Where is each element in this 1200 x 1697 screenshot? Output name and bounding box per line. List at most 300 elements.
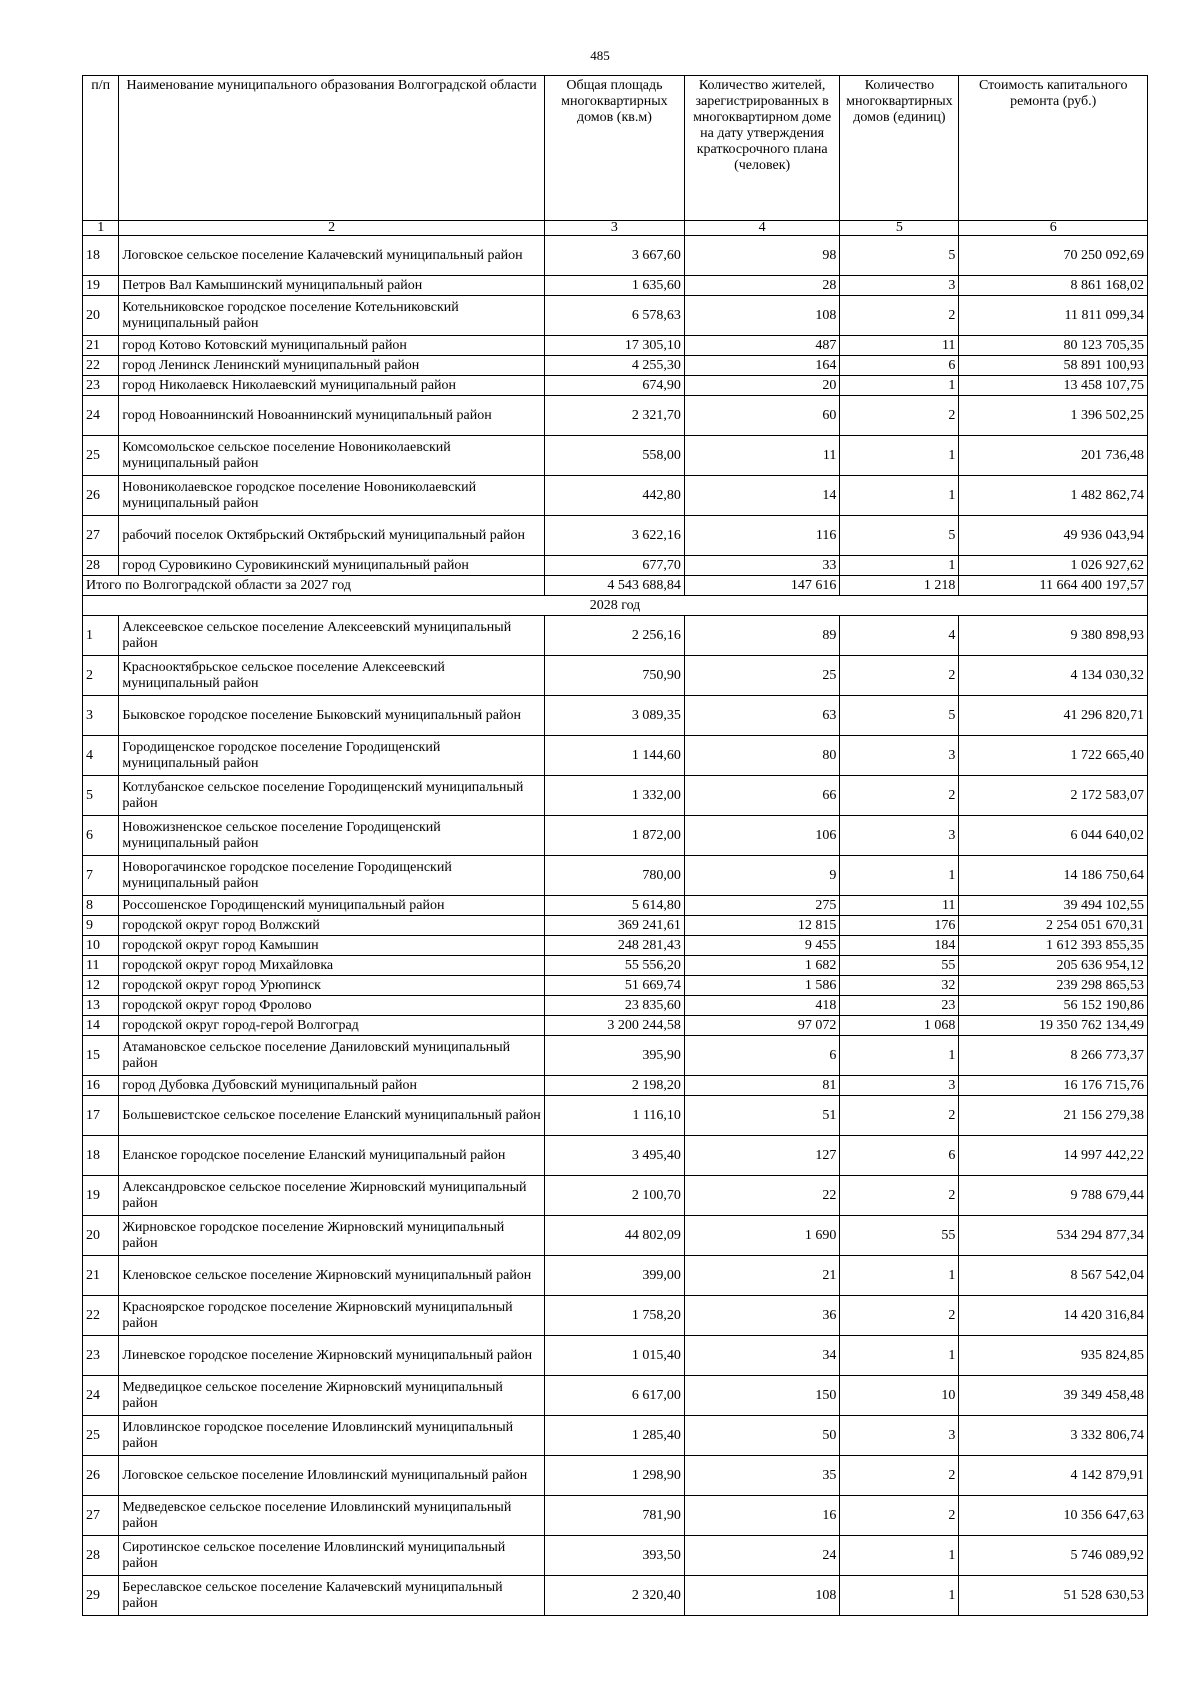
municipality-name: Жирновское городское поселение Жирновский муниципальный район — [119, 1216, 545, 1256]
municipality-name: Еланское городское поселение Еланский муниципальный район — [119, 1136, 545, 1176]
houses-value: 1 — [840, 376, 959, 396]
municipality-name: Атамановское сельское поселение Даниловский муниципальный район — [119, 1036, 545, 1076]
area-value: 677,70 — [544, 556, 684, 576]
residents-value: 50 — [684, 1416, 839, 1456]
residents-value: 16 — [684, 1496, 839, 1536]
table-row — [83, 396, 1148, 436]
row-index: 3 — [83, 696, 119, 736]
municipality-name: город Суровикино Суровикинский муниципальный район — [119, 556, 545, 576]
residents-value: 1 682 — [684, 956, 839, 976]
municipality-name: Медведевское сельское поселение Иловлинский муниципальный район — [119, 1496, 545, 1536]
municipality-name: Новорогачинское городское поселение Городищенский муниципальный район — [119, 856, 545, 896]
area-value: 750,90 — [544, 656, 684, 696]
residents-value: 11 — [684, 436, 839, 476]
municipality-name: Логовское сельское поселение Иловлинский муниципальный район — [119, 1456, 545, 1496]
residents-value: 108 — [684, 296, 839, 336]
houses-value: 1 — [840, 856, 959, 896]
area-value: 55 556,20 — [544, 956, 684, 976]
row-index: 27 — [83, 516, 119, 556]
houses-value: 2 — [840, 656, 959, 696]
residents-value: 275 — [684, 896, 839, 916]
houses-value: 2 — [840, 1296, 959, 1336]
cost-value: 1 612 393 855,35 — [959, 936, 1148, 956]
cost-value: 56 152 190,86 — [959, 996, 1148, 1016]
area-value: 44 802,09 — [544, 1216, 684, 1256]
area-value: 780,00 — [544, 856, 684, 896]
row-index: 27 — [83, 1496, 119, 1536]
row-index: 7 — [83, 856, 119, 896]
area-value: 51 669,74 — [544, 976, 684, 996]
residents-value: 21 — [684, 1256, 839, 1296]
row-index: 8 — [83, 896, 119, 916]
area-value: 2 198,20 — [544, 1076, 684, 1096]
row-index: 19 — [83, 276, 119, 296]
table-row — [83, 996, 1148, 1016]
table-row — [83, 1496, 1148, 1536]
houses-value: 5 — [840, 696, 959, 736]
municipality-name: Новониколаевское городское поселение Новониколаевский муниципальный район — [119, 476, 545, 516]
header-cost: Стоимость капитального ремонта (руб.) — [959, 76, 1148, 221]
table-row — [83, 976, 1148, 996]
houses-value: 1 — [840, 556, 959, 576]
row-index: 18 — [83, 236, 119, 276]
municipality-name: Медведицкое сельское поселение Жирновский муниципальный район — [119, 1376, 545, 1416]
cost-value: 534 294 877,34 — [959, 1216, 1148, 1256]
table-row — [83, 236, 1148, 276]
municipality-name: город Дубовка Дубовский муниципальный район — [119, 1076, 545, 1096]
residents-value: 127 — [684, 1136, 839, 1176]
area-value: 17 305,10 — [544, 336, 684, 356]
area-value: 1 298,90 — [544, 1456, 684, 1496]
cost-value: 1 482 862,74 — [959, 476, 1148, 516]
municipality-name: городской округ город Урюпинск — [119, 976, 545, 996]
table-row — [83, 1416, 1148, 1456]
table-row — [83, 656, 1148, 696]
municipality-name: Большевистское сельское поселение Еланский муниципальный район — [119, 1096, 545, 1136]
houses-value: 4 — [840, 616, 959, 656]
municipality-name: Котлубанское сельское поселение Городищенский муниципальный район — [119, 776, 545, 816]
row-index: 25 — [83, 1416, 119, 1456]
row-index: 10 — [83, 936, 119, 956]
municipality-name: городской округ город Михайловка — [119, 956, 545, 976]
residents-value: 81 — [684, 1076, 839, 1096]
table-row — [83, 1136, 1148, 1176]
row-index: 15 — [83, 1036, 119, 1076]
cost-value: 1 026 927,62 — [959, 556, 1148, 576]
cost-value: 201 736,48 — [959, 436, 1148, 476]
table-row — [83, 916, 1148, 936]
table-row — [83, 336, 1148, 356]
municipality-name: Логовское сельское поселение Калачевский муниципальный район — [119, 236, 545, 276]
table-row — [83, 936, 1148, 956]
year-2028-label: 2028 год — [83, 596, 1148, 616]
column-number: 3 — [544, 221, 684, 236]
municipality-name: Краснооктябрьское сельское поселение Алексеевский муниципальный район — [119, 656, 545, 696]
area-value: 393,50 — [544, 1536, 684, 1576]
area-value: 1 635,60 — [544, 276, 684, 296]
cost-value: 70 250 092,69 — [959, 236, 1148, 276]
houses-value: 6 — [840, 356, 959, 376]
area-value: 3 089,35 — [544, 696, 684, 736]
row-index: 26 — [83, 476, 119, 516]
cost-value: 19 350 762 134,49 — [959, 1016, 1148, 1036]
houses-value: 6 — [840, 1136, 959, 1176]
area-value: 2 100,70 — [544, 1176, 684, 1216]
cost-value: 8 567 542,04 — [959, 1256, 1148, 1296]
municipality-name: Береславское сельское поселение Калачевский муниципальный район — [119, 1576, 545, 1616]
row-index: 16 — [83, 1076, 119, 1096]
houses-value: 11 — [840, 896, 959, 916]
houses-value: 1 — [840, 476, 959, 516]
area-value: 395,90 — [544, 1036, 684, 1076]
table-row — [83, 476, 1148, 516]
row-index: 24 — [83, 1376, 119, 1416]
table-row — [83, 1016, 1148, 1036]
municipality-name: городской округ город Волжский — [119, 916, 545, 936]
header-row — [83, 76, 1148, 221]
area-value: 6 617,00 — [544, 1376, 684, 1416]
residents-value: 98 — [684, 236, 839, 276]
houses-value: 1 — [840, 436, 959, 476]
cost-value: 2 172 583,07 — [959, 776, 1148, 816]
cost-value: 13 458 107,75 — [959, 376, 1148, 396]
row-index: 14 — [83, 1016, 119, 1036]
row-index: 21 — [83, 1256, 119, 1296]
table-row — [83, 1096, 1148, 1136]
houses-value: 2 — [840, 296, 959, 336]
area-value: 3 667,60 — [544, 236, 684, 276]
cost-value: 10 356 647,63 — [959, 1496, 1148, 1536]
residents-value: 22 — [684, 1176, 839, 1216]
municipality-name: Иловлинское городское поселение Иловлинский муниципальный район — [119, 1416, 545, 1456]
municipality-name: Красноярское городское поселение Жирновский муниципальный район — [119, 1296, 545, 1336]
residents-value: 63 — [684, 696, 839, 736]
houses-value: 2 — [840, 396, 959, 436]
municipality-name: Городищенское городское поселение Городищенский муниципальный район — [119, 736, 545, 776]
houses-value: 3 — [840, 276, 959, 296]
houses-value: 10 — [840, 1376, 959, 1416]
area-value: 3 200 244,58 — [544, 1016, 684, 1036]
residents-value: 164 — [684, 356, 839, 376]
houses-value: 2 — [840, 1456, 959, 1496]
row-index: 19 — [83, 1176, 119, 1216]
cost-value: 11 811 099,34 — [959, 296, 1148, 336]
table-row — [83, 1216, 1148, 1256]
table-row — [83, 516, 1148, 556]
capital-repair-table — [82, 75, 1148, 1616]
municipality-name: Кленовское сельское поселение Жирновский муниципальный район — [119, 1256, 545, 1296]
cost-value: 51 528 630,53 — [959, 1576, 1148, 1616]
total-area: 4 543 688,84 — [544, 576, 684, 596]
area-value: 2 256,16 — [544, 616, 684, 656]
houses-value: 3 — [840, 736, 959, 776]
cost-value: 39 349 458,48 — [959, 1376, 1148, 1416]
page-number: 485 — [590, 48, 610, 63]
residents-value: 106 — [684, 816, 839, 856]
municipality-name: город Котово Котовский муниципальный район — [119, 336, 545, 356]
area-value: 3 495,40 — [544, 1136, 684, 1176]
houses-value: 1 — [840, 1536, 959, 1576]
cost-value: 4 134 030,32 — [959, 656, 1148, 696]
column-number: 5 — [840, 221, 959, 236]
houses-value: 11 — [840, 336, 959, 356]
residents-value: 34 — [684, 1336, 839, 1376]
residents-value: 28 — [684, 276, 839, 296]
houses-value: 2 — [840, 776, 959, 816]
area-value: 399,00 — [544, 1256, 684, 1296]
table-row — [83, 276, 1148, 296]
table-row — [83, 376, 1148, 396]
area-value: 23 835,60 — [544, 996, 684, 1016]
total-cost: 11 664 400 197,57 — [959, 576, 1148, 596]
row-index: 24 — [83, 396, 119, 436]
municipality-name: город Новоаннинский Новоаннинский муниципальный район — [119, 396, 545, 436]
houses-value: 2 — [840, 1496, 959, 1536]
cost-value: 5 746 089,92 — [959, 1536, 1148, 1576]
area-value: 1 758,20 — [544, 1296, 684, 1336]
cost-value: 58 891 100,93 — [959, 356, 1148, 376]
total-2027 — [83, 576, 1148, 616]
area-value: 5 614,80 — [544, 896, 684, 916]
column-number-row — [83, 221, 1148, 236]
cost-value: 14 420 316,84 — [959, 1296, 1148, 1336]
residents-value: 35 — [684, 1456, 839, 1496]
residents-value: 25 — [684, 656, 839, 696]
area-value: 1 116,10 — [544, 1096, 684, 1136]
table-row — [83, 556, 1148, 576]
area-value: 1 285,40 — [544, 1416, 684, 1456]
area-value: 4 255,30 — [544, 356, 684, 376]
cost-value: 41 296 820,71 — [959, 696, 1148, 736]
area-value: 558,00 — [544, 436, 684, 476]
row-index: 9 — [83, 916, 119, 936]
houses-value: 1 — [840, 1576, 959, 1616]
row-index: 22 — [83, 1296, 119, 1336]
municipality-name: Котельниковское городское поселение Котельниковский муниципальный район — [119, 296, 545, 336]
municipality-name: городской округ город-герой Волгоград — [119, 1016, 545, 1036]
total-houses: 1 218 — [840, 576, 959, 596]
row-index: 18 — [83, 1136, 119, 1176]
area-value: 781,90 — [544, 1496, 684, 1536]
cost-value: 8 266 773,37 — [959, 1036, 1148, 1076]
header-residents: Количество жителей, зарегистрированных в многоквартирном доме на дату утверждения краткосрочного плана (человек) — [684, 76, 839, 221]
residents-value: 80 — [684, 736, 839, 776]
row-index: 11 — [83, 956, 119, 976]
cost-value: 9 380 898,93 — [959, 616, 1148, 656]
row-index: 21 — [83, 336, 119, 356]
table-row — [83, 956, 1148, 976]
cost-value: 1 722 665,40 — [959, 736, 1148, 776]
table-row — [83, 1536, 1148, 1576]
residents-value: 108 — [684, 1576, 839, 1616]
row-index: 23 — [83, 376, 119, 396]
area-value: 2 320,40 — [544, 1576, 684, 1616]
cost-value: 9 788 679,44 — [959, 1176, 1148, 1216]
houses-value: 184 — [840, 936, 959, 956]
residents-value: 116 — [684, 516, 839, 556]
table-row — [83, 736, 1148, 776]
municipality-name: Россошенское Городищенский муниципальный район — [119, 896, 545, 916]
header-houses: Количество многоквартирных домов (единиц) — [840, 76, 959, 221]
area-value: 369 241,61 — [544, 916, 684, 936]
residents-value: 6 — [684, 1036, 839, 1076]
residents-value: 66 — [684, 776, 839, 816]
table-row — [83, 1076, 1148, 1096]
residents-value: 51 — [684, 1096, 839, 1136]
table-row — [83, 436, 1148, 476]
municipality-name: Сиротинское сельское поселение Иловлинский муниципальный район — [119, 1536, 545, 1576]
residents-value: 24 — [684, 1536, 839, 1576]
houses-value: 2 — [840, 1096, 959, 1136]
houses-value: 1 — [840, 1256, 959, 1296]
houses-value: 55 — [840, 956, 959, 976]
houses-value: 1 — [840, 1036, 959, 1076]
residents-value: 20 — [684, 376, 839, 396]
table-row — [83, 1036, 1148, 1076]
table-row — [83, 1376, 1148, 1416]
area-value: 1 015,40 — [544, 1336, 684, 1376]
houses-value: 3 — [840, 1416, 959, 1456]
municipality-name: город Николаевск Николаевский муниципальный район — [119, 376, 545, 396]
municipality-name: Линевское городское поселение Жирновский муниципальный район — [119, 1336, 545, 1376]
houses-value: 3 — [840, 1076, 959, 1096]
table-row — [83, 816, 1148, 856]
area-value: 3 622,16 — [544, 516, 684, 556]
year-row — [83, 596, 1148, 616]
table-row — [83, 1456, 1148, 1496]
cost-value: 16 176 715,76 — [959, 1076, 1148, 1096]
houses-value: 2 — [840, 1176, 959, 1216]
houses-value: 176 — [840, 916, 959, 936]
houses-value: 55 — [840, 1216, 959, 1256]
row-index: 4 — [83, 736, 119, 776]
municipality-name: городской округ город Фролово — [119, 996, 545, 1016]
area-value: 674,90 — [544, 376, 684, 396]
table-row — [83, 616, 1148, 656]
total-label: Итого по Волгоградской области за 2027 год — [83, 576, 545, 596]
cost-value: 4 142 879,91 — [959, 1456, 1148, 1496]
column-number: 6 — [959, 221, 1148, 236]
row-index: 2 — [83, 656, 119, 696]
table-row — [83, 1576, 1148, 1616]
cost-value: 935 824,85 — [959, 1336, 1148, 1376]
municipality-name: рабочий поселок Октябрьский Октябрьский муниципальный район — [119, 516, 545, 556]
table-row — [83, 1176, 1148, 1216]
municipality-name: городской округ город Камышин — [119, 936, 545, 956]
table-row — [83, 896, 1148, 916]
cost-value: 205 636 954,12 — [959, 956, 1148, 976]
area-value: 1 872,00 — [544, 816, 684, 856]
area-value: 442,80 — [544, 476, 684, 516]
cost-value: 14 997 442,22 — [959, 1136, 1148, 1176]
residents-value: 9 — [684, 856, 839, 896]
cost-value: 49 936 043,94 — [959, 516, 1148, 556]
residents-value: 36 — [684, 1296, 839, 1336]
row-index: 28 — [83, 556, 119, 576]
houses-value: 1 — [840, 1336, 959, 1376]
column-number: 4 — [684, 221, 839, 236]
total-row — [83, 576, 1148, 596]
houses-value: 32 — [840, 976, 959, 996]
residents-value: 418 — [684, 996, 839, 1016]
houses-value: 23 — [840, 996, 959, 1016]
residents-value: 33 — [684, 556, 839, 576]
table-row — [83, 1256, 1148, 1296]
row-index: 17 — [83, 1096, 119, 1136]
column-number: 1 — [83, 221, 119, 236]
residents-value: 60 — [684, 396, 839, 436]
cost-value: 21 156 279,38 — [959, 1096, 1148, 1136]
residents-value: 1 690 — [684, 1216, 839, 1256]
row-index: 6 — [83, 816, 119, 856]
area-value: 6 578,63 — [544, 296, 684, 336]
cost-value: 80 123 705,35 — [959, 336, 1148, 356]
row-index: 12 — [83, 976, 119, 996]
table-row — [83, 1296, 1148, 1336]
cost-value: 14 186 750,64 — [959, 856, 1148, 896]
residents-value: 12 815 — [684, 916, 839, 936]
column-number: 2 — [119, 221, 545, 236]
cost-value: 6 044 640,02 — [959, 816, 1148, 856]
header-index: п/п — [83, 76, 119, 221]
residents-value: 89 — [684, 616, 839, 656]
area-value: 1 144,60 — [544, 736, 684, 776]
row-index: 29 — [83, 1576, 119, 1616]
municipality-name: Быковское городское поселение Быковский муниципальный район — [119, 696, 545, 736]
table-row — [83, 696, 1148, 736]
total-residents: 147 616 — [684, 576, 839, 596]
area-value: 2 321,70 — [544, 396, 684, 436]
municipality-name: город Ленинск Ленинский муниципальный район — [119, 356, 545, 376]
residents-value: 487 — [684, 336, 839, 356]
residents-value: 150 — [684, 1376, 839, 1416]
row-index: 5 — [83, 776, 119, 816]
residents-value: 1 586 — [684, 976, 839, 996]
row-index: 23 — [83, 1336, 119, 1376]
table-row — [83, 296, 1148, 336]
area-value: 1 332,00 — [544, 776, 684, 816]
header-area: Общая площадь многоквартирных домов (кв.м) — [544, 76, 684, 221]
rows-2027 — [83, 236, 1148, 576]
houses-value: 5 — [840, 516, 959, 556]
rows-2028 — [83, 616, 1148, 1616]
municipality-name: Новожизненское сельское поселение Городищенский муниципальный район — [119, 816, 545, 856]
cost-value: 3 332 806,74 — [959, 1416, 1148, 1456]
municipality-name: Алексеевское сельское поселение Алексеевский муниципальный район — [119, 616, 545, 656]
table-row — [83, 856, 1148, 896]
row-index: 22 — [83, 356, 119, 376]
municipality-name: Александровское сельское поселение Жирновский муниципальный район — [119, 1176, 545, 1216]
row-index: 26 — [83, 1456, 119, 1496]
table-row — [83, 356, 1148, 376]
cost-value: 39 494 102,55 — [959, 896, 1148, 916]
residents-value: 97 072 — [684, 1016, 839, 1036]
table-row — [83, 776, 1148, 816]
row-index: 28 — [83, 1536, 119, 1576]
residents-value: 9 455 — [684, 936, 839, 956]
row-index: 20 — [83, 296, 119, 336]
table-row — [83, 1336, 1148, 1376]
row-index: 1 — [83, 616, 119, 656]
cost-value: 1 396 502,25 — [959, 396, 1148, 436]
municipality-name: Петров Вал Камышинский муниципальный район — [119, 276, 545, 296]
houses-value: 1 068 — [840, 1016, 959, 1036]
residents-value: 14 — [684, 476, 839, 516]
header-municipality: Наименование муниципального образования Волгоградской области — [119, 76, 545, 221]
municipality-name: Комсомольское сельское поселение Новониколаевский муниципальный район — [119, 436, 545, 476]
cost-value: 8 861 168,02 — [959, 276, 1148, 296]
houses-value: 3 — [840, 816, 959, 856]
